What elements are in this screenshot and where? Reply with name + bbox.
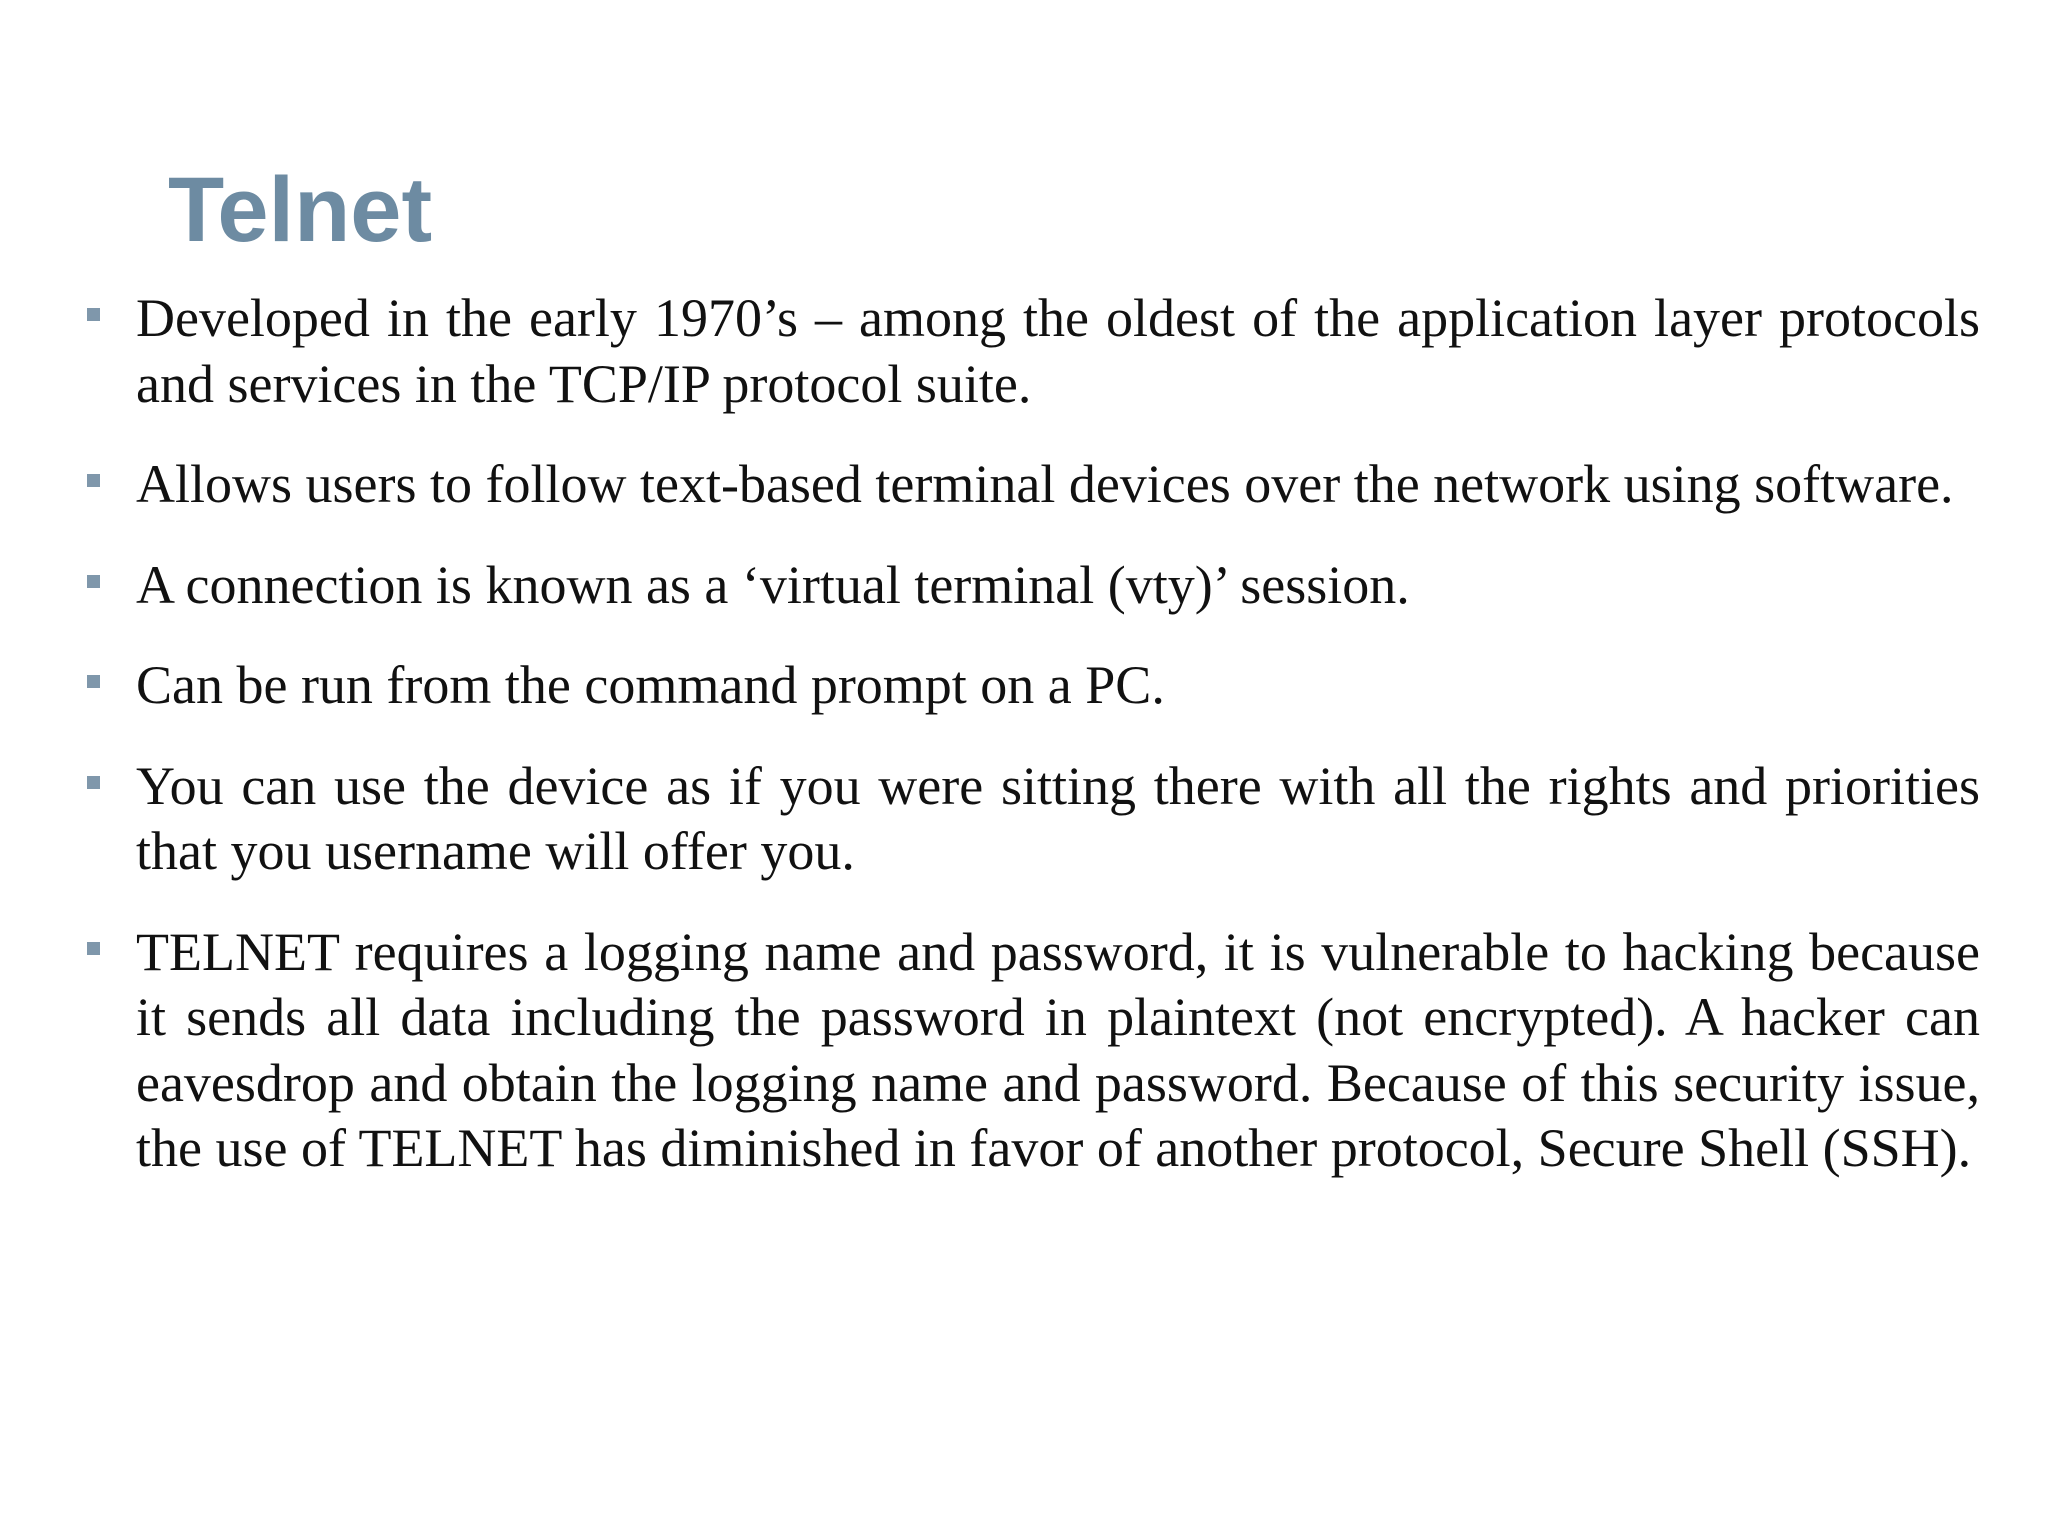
slide-title: Telnet (168, 159, 433, 261)
bullet-list (84, 286, 1980, 1217)
bullet-text: Allows users to follow text-based terminal devices over the network using software. (136, 454, 1954, 514)
bullet-text: You can use the device as if you were sitting there with all the rights and priorities that you username will offer you. (136, 755, 1980, 881)
square-bullet-icon (87, 308, 100, 321)
square-bullet-icon (87, 942, 100, 955)
bullet-text: TELNET requires a logging name and password, it is vulnerable to hacking because it sends all data including the password in plaintext (not encrypted). A hacker can eavesdrop and obtain the logging name and password. Because of this security issue, the use of TELNET has diminished in favor of another protocol, Secure Shell (SSH). (136, 921, 1980, 1178)
bullet-item (84, 653, 1980, 719)
square-bullet-icon (87, 575, 100, 588)
bullet-item (84, 286, 1980, 417)
square-bullet-icon (87, 776, 100, 789)
bullet-text: Can be run from the command prompt on a PC. (136, 655, 1165, 715)
square-bullet-icon (87, 675, 100, 688)
square-bullet-icon (87, 474, 100, 487)
bullet-item (84, 920, 1980, 1182)
bullet-text: Developed in the early 1970’s – among the oldest of the application layer protocols and services in the TCP/IP protocol suite. (136, 288, 1980, 414)
bullet-text: A connection is known as a ‘virtual terminal (vty)’ session. (136, 554, 1410, 615)
bullet-item (84, 553, 1980, 619)
bullet-item (84, 754, 1980, 885)
bullet-item (84, 452, 1980, 518)
